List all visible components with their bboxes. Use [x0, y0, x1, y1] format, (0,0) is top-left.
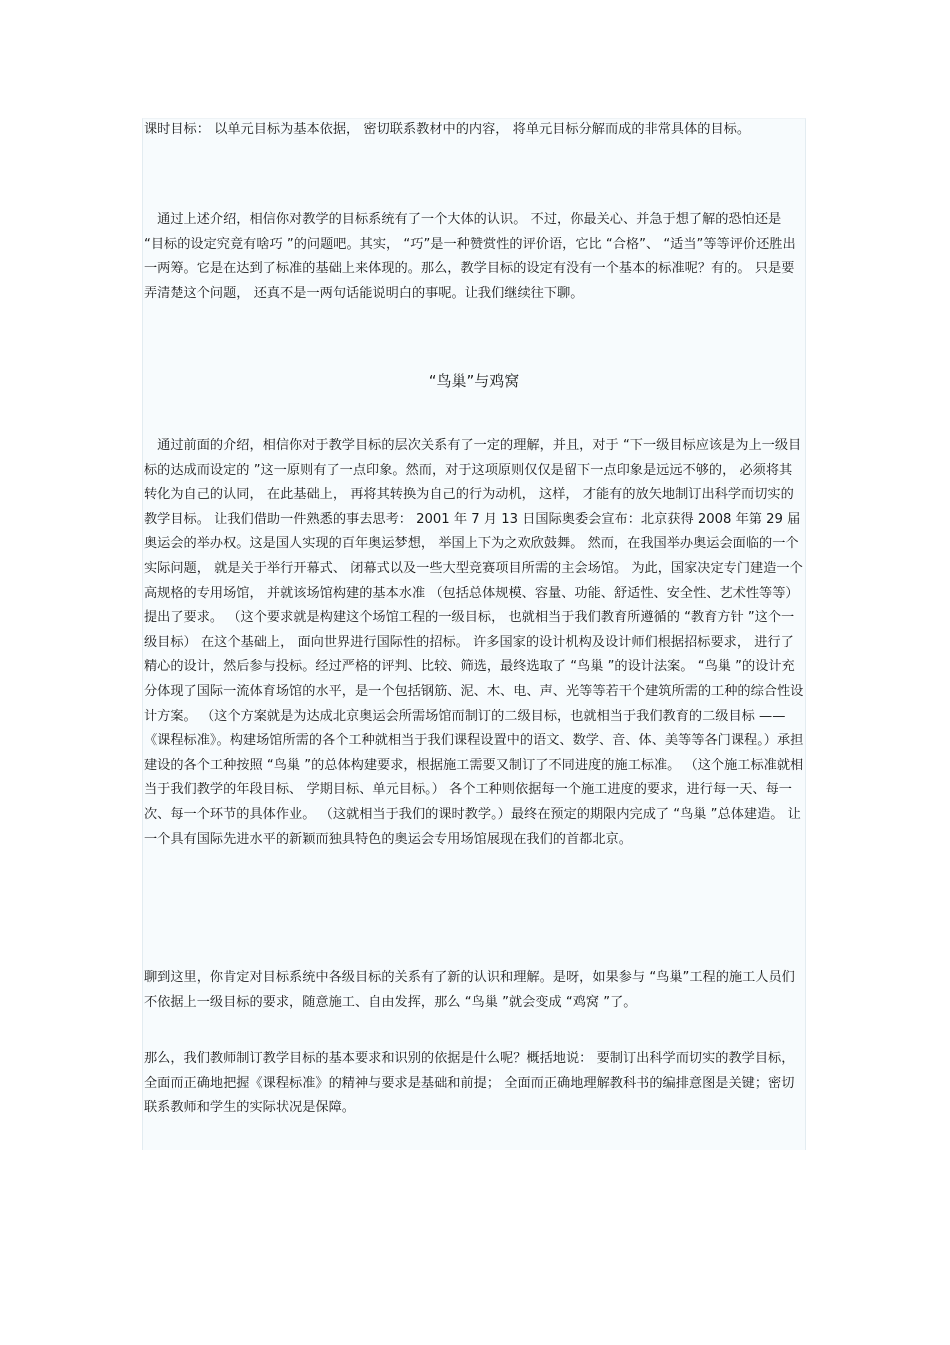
paragraph-lesson-goal: 课时目标： 以单元目标为基本依据， 密切联系教材中的内容， 将单元目标分解而成的非常具体的目标。 [144, 122, 751, 137]
paragraph-birds-nest-story: 通过前面的介绍，相信你对于教学目标的层次关系有了一定的理解，并且，对于 “下一级目标应该是为上一级目标的达成而设定的 ”这一原则有了一点印象。然而，对于这项原则仅仅是留下一点印象是远远不够的， 必须将其转化为自己的认同， 在此基础上， 再将其转换为自己的行为动机， 这样， 才能有的放矢地制订出科学而切实的教学目标。 让我们借助一件熟悉的事去思考： 2001 年 7 月 13 日国际奥委会宣布：北京获得 2008 年第 29 届奥运会的举办权。这是国人实现的百年奥运梦想， 举国上下为之欢欣鼓舞。 然而，在我国举办奥运会面临的一个实际问题， 就是关于举行开幕式、 闭幕式以及一些大型竞赛项目所需的主会场馆。 为此，国家决定专门建造一个高规格的专用场馆， 并就该场馆构建的基本水准 （包括总体规模、容量、功能、舒适性、安全性、艺术性等等）提出了要求。 （这个要求就是构建这个场馆工程的一级目标， 也就相当于我们教育所遵循的 “教育方针 ”这个一级目标） 在这个基础上， 面向世界进行国际性的招标。 许多国家的设计机构及设计师们根据招标要求， 进行了精心的设计，然后参与投标。经过严格的评判、比较、筛选，最终选取了 “鸟巢 ”的设计法案。 “鸟巢 ”的设计充分体现了国际一流体育场馆的水平，是一个包括钢筋、泥、木、电、声、光等等若干个建筑所需的工种的综合性设计方案。 （这个方案就是为达成北京奥运会所需场馆而制订的二级目标，也就相当于我们教育的二级目标 ——《课程标准》。构建场馆所需的各个工种就相当于我们课程设置中的语文、数学、音、体、美等等各门课程。）承担建设的各个工种按照 “鸟巢 ”的总体构建要求，根据施工需要又制订了不同进度的施工标准。 （这个施工标准就相当于我们教学的年段目标、 学期目标、单元目标。） 各个工种则依据每一个施工进度的要求，进行每一天、每一次、每一个环节的具体作业。 （这就相当于我们的课时教学。）最终在预定的期限内完成了 “鸟巢 ”总体建造。 让一个具有国际先进水平的新颖而独具特色的奥运会专用场馆展现在我们的首都北京。 [144, 438, 804, 847]
paragraph-basic-requirements: 那么，我们教师制订教学目标的基本要求和识别的依据是什么呢？概括地说： 要制订出科学而切实的教学目标， 全面而正确地把握《课程标准》的精神与要求是基础和前提； 全面而正确地理解教科书的编排意图是关键；密切联系教师和学生的实际状况是保障。 [144, 1051, 795, 1116]
paragraph-intro-standard: 通过上述介绍，相信你对教学的目标系统有了一个大体的认识。 不过，你最关心、并急于想了解的恐怕还是 “目标的设定究竟有啥巧 ”的问题吧。其实， “巧”是一种赞赏性的评价语，它比 “合格”、 “适当”等等评价还胜出一两筹。它是在达到了标准的基础上来体现的。那么，教学目标的设定有没有一个基本的标准呢？有的。 只是要弄清楚这个问题， 还真不是一两句话能说明白的事呢。让我们继续往下聊。 [144, 212, 796, 301]
paragraph-chicken-coop: 聊到这里，你肯定对目标系统中各级目标的关系有了新的认识和理解。是呀，如果参与 “鸟巢”工程的施工人员们不依据上一级目标的要求，随意施工、自由发挥，那么 “鸟巢 ”就会变成 “鸡窝 ”了。 [144, 970, 795, 1010]
section-heading: “鸟巢”与鸡窝 [428, 372, 520, 390]
